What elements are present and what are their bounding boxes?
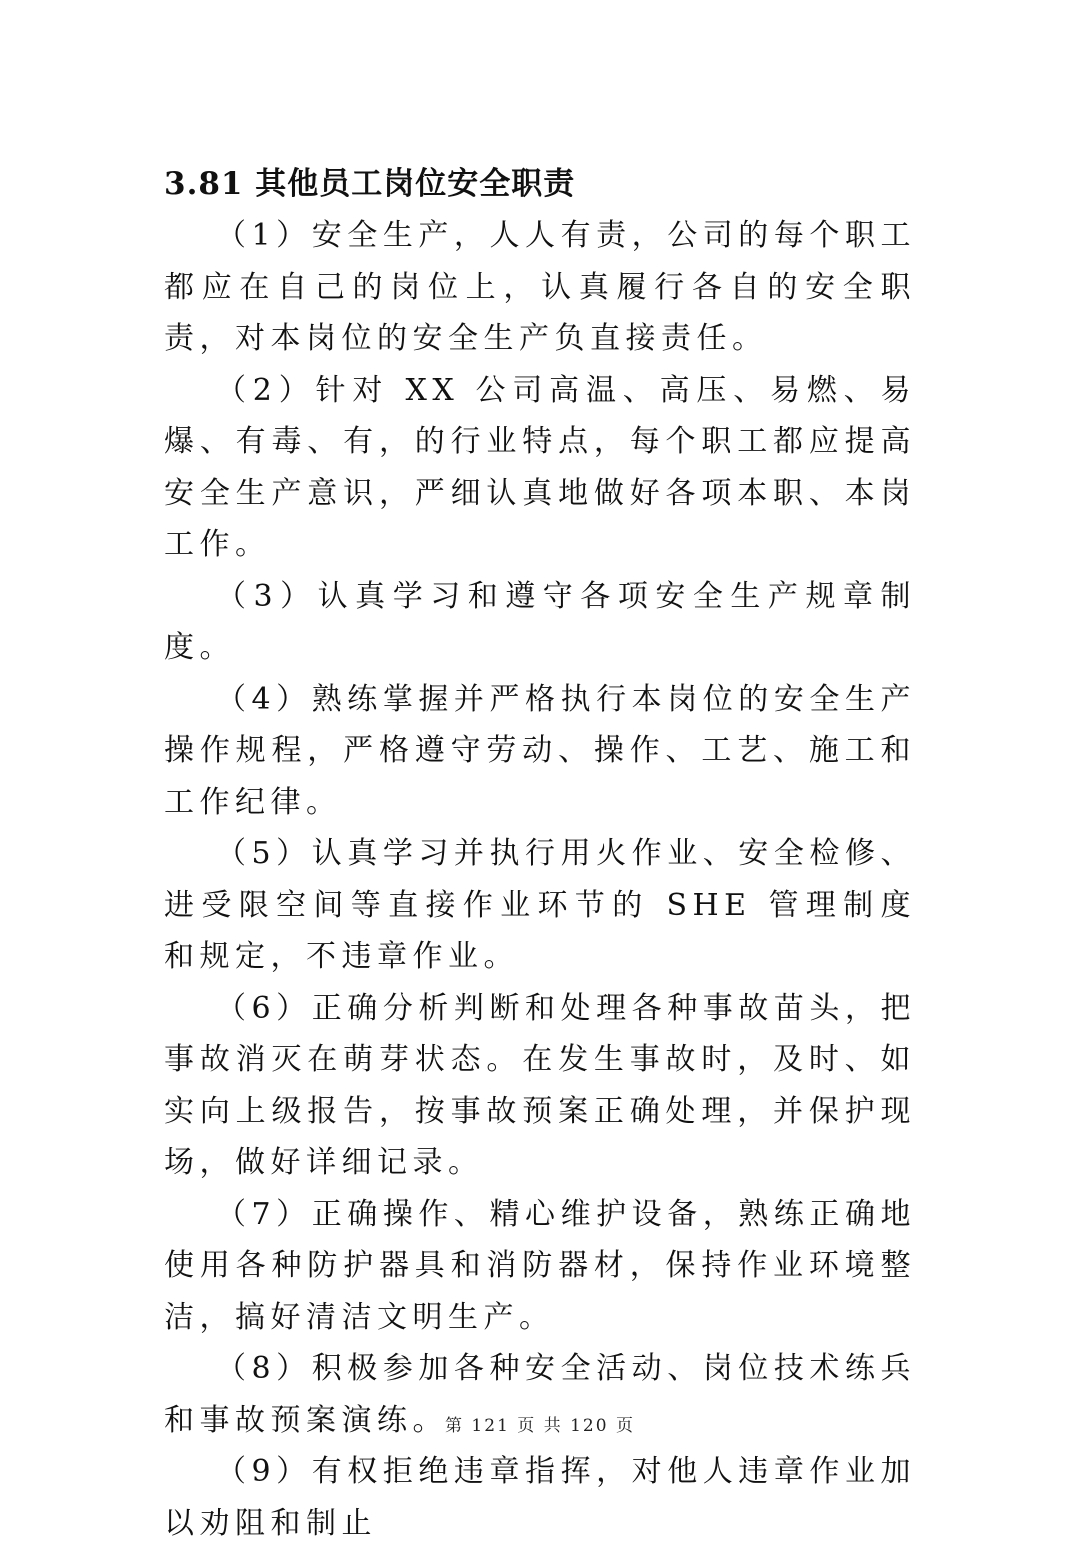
paragraph-1: （1）安全生产，人人有责，公司的每个职工都应在自己的岗位上，认真履行各自的安全职责，对本岗位的安全生产负直接责任。 — [164, 218, 916, 356]
paragraph-5: （5）认真学习并执行用火作业、安全检修、进受限空间等直接作业环节的 SHE 管理制度和规定，不违章作业。 — [164, 836, 916, 974]
paragraph-6: （6）正确分析判断和处理各种事故苗头，把事故消灭在萌芽状态。在发生事故时，及时、如实向上级报告，按事故预案正确处理，并保护现场，做好详细记录。 — [164, 990, 916, 1180]
section-body — [164, 210, 916, 1549]
paragraph-3: （3）认真学习和遵守各项安全生产规章制度。 — [164, 578, 916, 665]
paragraph-4: （4）熟练掌握并严格执行本岗位的安全生产操作规程，严格遵守劳动、操作、工艺、施工和工作纪律。 — [164, 681, 916, 820]
section-heading: 3.81 其他员工岗位安全职责 — [164, 166, 576, 202]
paragraph-9: （9）有权拒绝违章指挥，对他人违章作业加以劝阻和制止 — [164, 1454, 916, 1541]
page-footer: 第 121 页 共 120 页 — [445, 1416, 635, 1436]
paragraph-8: （8）积极参加各种安全活动、岗位技术练兵和事故预案演练。 — [164, 1351, 916, 1438]
paragraph-2: （2）针对 XX 公司高温、高压、易燃、易爆、有毒、有，的行业特点，每个职工都应提高安全生产意识，严细认真地做好各项本职、本岗工作。 — [164, 372, 916, 562]
paragraph-7: （7）正确操作、精心维护设备，熟练正确地使用各种防护器具和消防器材，保持作业环境整洁，搞好清洁文明生产。 — [164, 1196, 916, 1335]
